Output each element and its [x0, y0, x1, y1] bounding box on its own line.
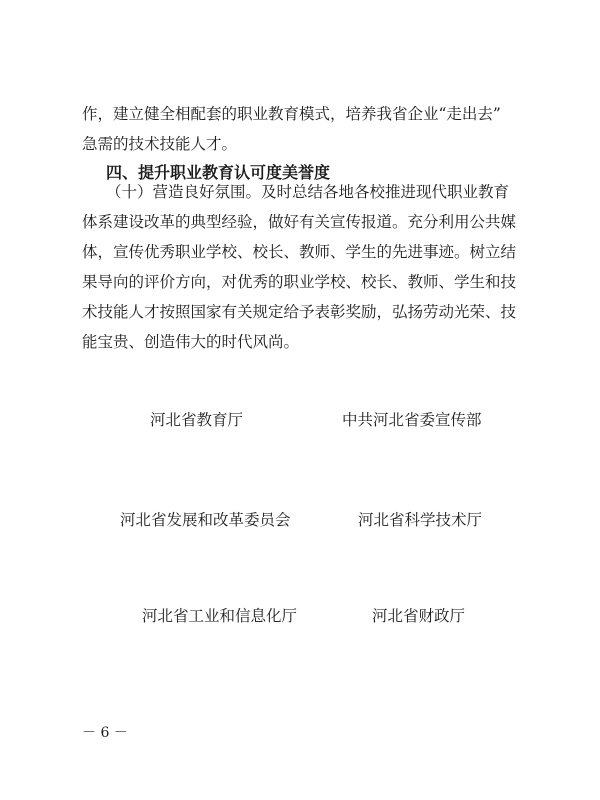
- section-heading: 四、提升职业教育认可度美誉度: [106, 163, 331, 182]
- page-number: － 6 －: [82, 725, 128, 741]
- paragraph-line-3: 体，宣传优秀职业学校、校长、教师、学生的先进事迹。树立结: [82, 243, 517, 261]
- paragraph-line-4: 果导向的评价方向，对优秀的职业学校、校长、教师、学生和技: [82, 273, 517, 291]
- continuation-line-1: 作，建立健全相配套的职业教育模式，培养我省企业“走出去”: [82, 105, 501, 123]
- paragraph-line-5: 术技能人才按照国家有关规定给予表彰奖励，弘扬劳动光荣、技: [82, 303, 517, 321]
- continuation-line-2: 急需的技术技能人才。: [82, 135, 238, 153]
- signatory-industry-it-dept: 河北省工业和信息化厅: [142, 607, 298, 625]
- signatory-science-technology-dept: 河北省科学技术厅: [358, 511, 483, 529]
- signatory-finance-dept: 河北省财政厅: [372, 607, 466, 625]
- paragraph-line-6: 能宝贵、创造伟大的时代风尚。: [82, 333, 300, 351]
- signatory-development-reform-commission: 河北省发展和改革委员会: [120, 511, 291, 529]
- signatory-education-dept: 河北省教育厅: [150, 411, 244, 429]
- paragraph-line-2: 体系建设改革的典型经验，做好有关宣传报道。充分利用公共媒: [82, 213, 517, 231]
- paragraph-line-1: （十）营造良好氛围。及时总结各地各校推进现代职业教育: [106, 183, 510, 201]
- signatory-propaganda-dept: 中共河北省委宣传部: [342, 411, 482, 429]
